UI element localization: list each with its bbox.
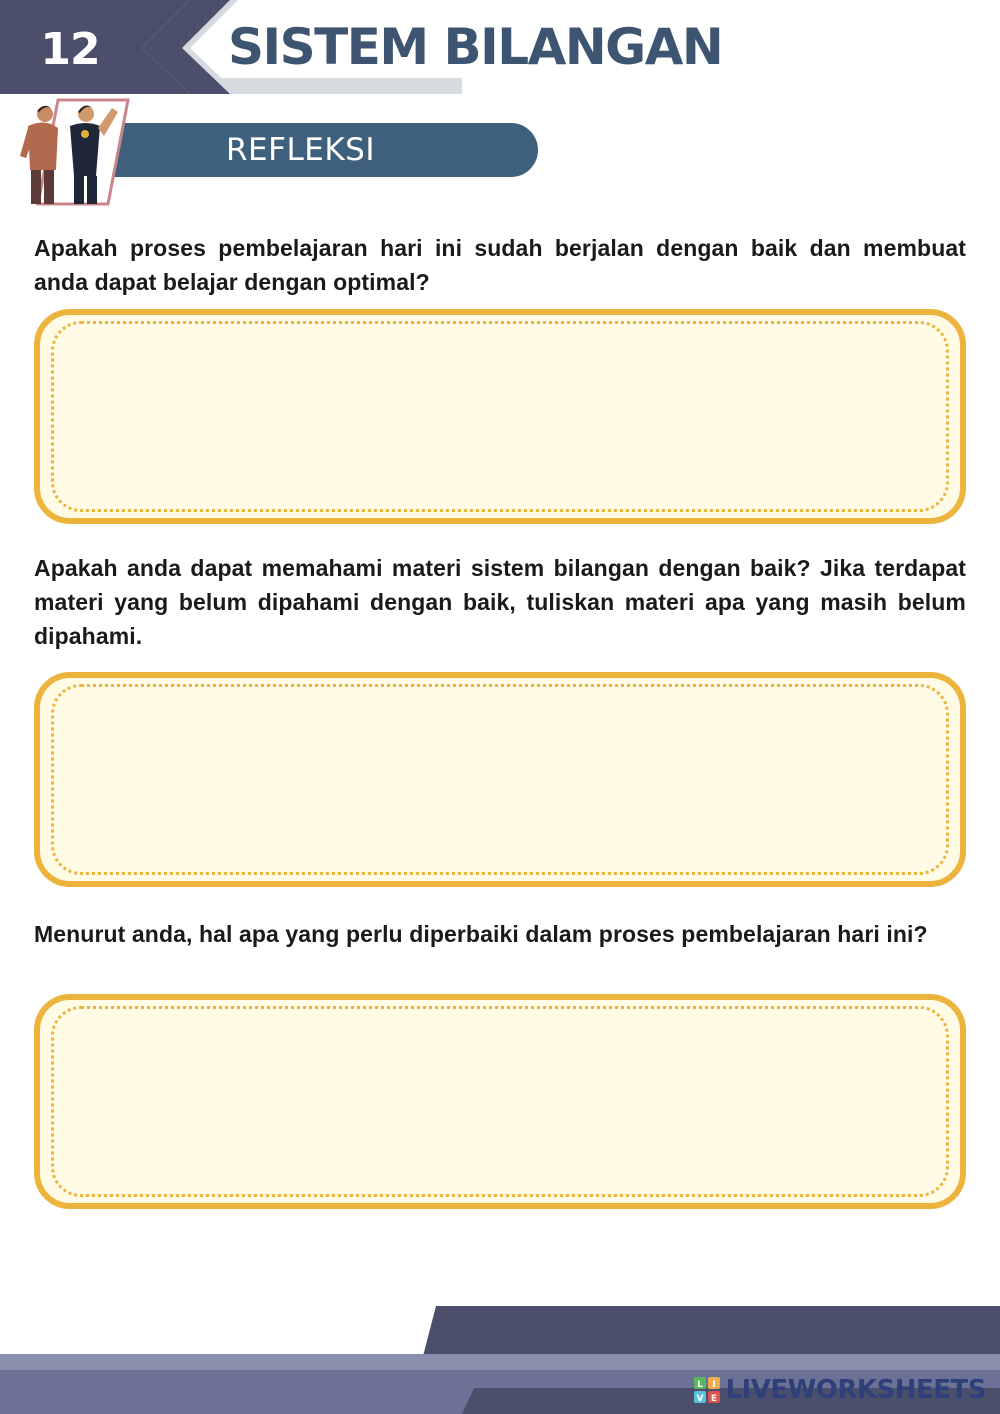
logo-letter-v: V: [696, 1394, 704, 1403]
question-2: Apakah anda dapat memahami materi sistem bilangan dengan baik? Jika terdapat materi yang belum dipahami dengan baik, tuliskan materi apa yang masih belum dipahami.: [34, 555, 966, 649]
person-legs-left: [31, 170, 41, 204]
answer-box-1-dotted-border: [51, 321, 949, 512]
question-3: Menurut anda, hal apa yang perlu diperbaiki dalam proses pembelajaran hari ini?: [34, 921, 928, 947]
mirror-people-illustration: [14, 96, 134, 208]
section-title: REFLEKSI: [226, 132, 375, 168]
liveworksheets-logo-icon: [694, 1377, 720, 1403]
footer-light-stripe: [0, 1354, 1000, 1370]
answer-box-1[interactable]: [34, 309, 966, 524]
person-head-left: [37, 106, 53, 122]
logo-letter-l: L: [697, 1380, 703, 1390]
answer-box-3-dotted-border: [51, 1006, 949, 1197]
logo-letter-i: I: [712, 1380, 716, 1390]
person-body-left: [28, 122, 58, 170]
person-legs-right: [74, 176, 84, 204]
answer-box-3[interactable]: [34, 994, 966, 1209]
person-head-right: [78, 106, 94, 122]
necklace: [81, 130, 89, 138]
answer-box-2-dotted-border: [51, 684, 949, 875]
liveworksheets-watermark[interactable]: LIVEWORKSHEETS: [725, 1375, 986, 1405]
logo-letter-e: E: [710, 1394, 718, 1403]
document-title: SISTEM BILANGAN: [228, 18, 723, 76]
page-number: 12: [40, 24, 100, 75]
answer-box-2[interactable]: [34, 672, 966, 887]
question-1: Apakah proses pembelajaran hari ini sudah berjalan dengan baik dan membuat anda dapat belajar dengan optimal?: [34, 235, 966, 295]
